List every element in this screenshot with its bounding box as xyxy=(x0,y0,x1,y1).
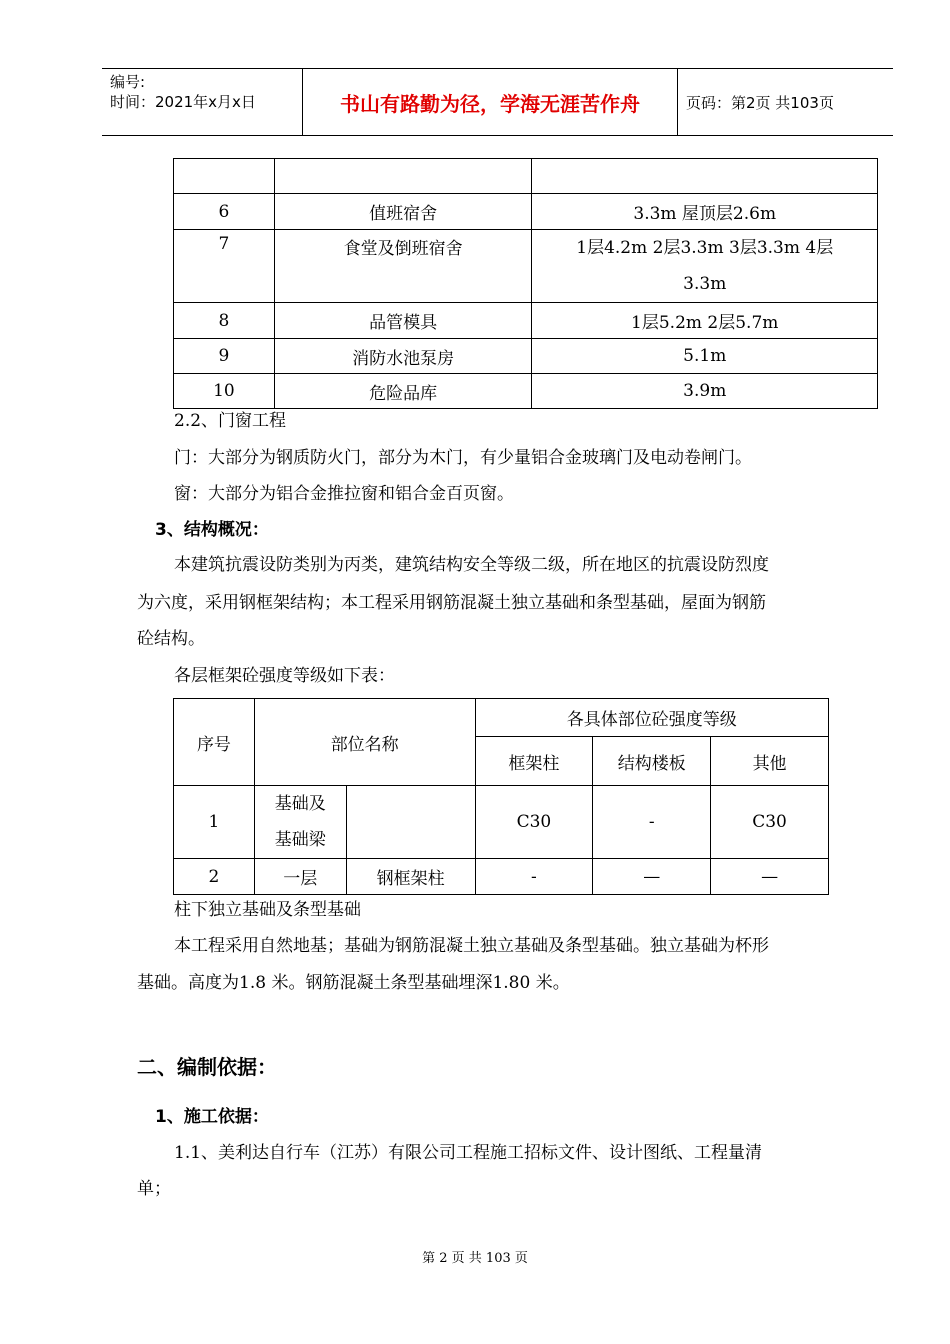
row-slab: — xyxy=(593,859,711,895)
row-height-line: 1层4.2m 2层3.3m 3层3.3m 4层 xyxy=(576,238,834,258)
paragraph: 为六度，采用钢框架结构；本工程采用钢筋混凝土独立基础和条型基础，屋面为钢筋 xyxy=(137,593,766,613)
floor-height-table xyxy=(173,158,878,409)
row-part-sub: 钢框架柱 xyxy=(346,859,475,895)
row-part xyxy=(254,786,346,859)
table-row xyxy=(174,859,829,895)
header-grade: 各具体部位砼强度等级 xyxy=(475,699,829,737)
row-name: 消防水池泵房 xyxy=(274,339,532,374)
row-height-line: 3.3m xyxy=(683,274,727,294)
row-name: 品管模具 xyxy=(274,303,532,339)
header-page-info: 页码：第2页 共103页 xyxy=(686,93,834,112)
row-height: 1层5.2m 2层5.7m xyxy=(532,303,878,339)
page-header xyxy=(102,68,893,136)
row-name: 食堂及倒班宿舍 xyxy=(274,230,532,303)
chapter-heading: 二、编制依据： xyxy=(137,1055,277,1079)
row-part-line: 基础梁 xyxy=(274,830,326,850)
row-height: 3.9m xyxy=(532,374,878,409)
row-no: 10 xyxy=(174,374,275,409)
section-heading: 3、结构概况： xyxy=(155,520,269,540)
paragraph: 1.1、美利达自行车（江苏）有限公司工程施工招标文件、设计图纸、工程量清 xyxy=(174,1143,763,1163)
table-row xyxy=(174,194,878,230)
row-column: - xyxy=(475,859,593,895)
row-column: C30 xyxy=(475,786,593,859)
row-name: 危险品库 xyxy=(274,374,532,409)
time-label: 时间：2021年x月x日 xyxy=(110,93,256,111)
page-footer: 第 2 页 共 103 页 xyxy=(422,1251,528,1266)
table-header-row xyxy=(174,699,829,737)
row-part-sub xyxy=(346,786,475,859)
row-part: 一层 xyxy=(254,859,346,895)
row-no: 7 xyxy=(174,230,275,303)
section-heading: 1、施工依据： xyxy=(155,1107,269,1127)
header-no: 序号 xyxy=(174,699,255,786)
row-name xyxy=(274,159,532,194)
row-no: 9 xyxy=(174,339,275,374)
paragraph: 基础。高度为1.8 米。钢筋混凝土条型基础埋深1.80 米。 xyxy=(137,973,570,993)
paragraph: 门：大部分为钢质防火门，部分为木门，有少量铝合金玻璃门及电动卷闸门。 xyxy=(174,448,752,468)
row-no: 1 xyxy=(174,786,255,859)
row-other: — xyxy=(711,859,829,895)
row-no xyxy=(174,159,275,194)
header-divider xyxy=(677,69,678,135)
header-other: 其他 xyxy=(711,737,829,786)
row-other: C30 xyxy=(711,786,829,859)
paragraph: 柱下独立基础及条型基础 xyxy=(174,900,361,920)
paragraph: 各层框架砼强度等级如下表： xyxy=(174,666,395,686)
table-row xyxy=(174,230,878,303)
header-meta xyxy=(110,72,256,112)
row-height xyxy=(532,230,878,303)
table-row xyxy=(174,339,878,374)
section-title: 2.2、门窗工程 xyxy=(174,411,287,431)
code-label: 编号: xyxy=(110,73,146,91)
row-height: 3.3m 屋顶层2.6m xyxy=(532,194,878,230)
row-height xyxy=(532,159,878,194)
header-part: 部位名称 xyxy=(254,699,475,786)
paragraph: 单； xyxy=(137,1179,171,1199)
row-no: 2 xyxy=(174,859,255,895)
table-row xyxy=(174,303,878,339)
row-no: 6 xyxy=(174,194,275,230)
paragraph: 窗：大部分为铝合金推拉窗和铝合金百页窗。 xyxy=(174,484,514,504)
row-part-line: 基础及 xyxy=(274,794,326,814)
header-slab: 结构楼板 xyxy=(593,737,711,786)
table-row xyxy=(174,159,878,194)
row-no: 8 xyxy=(174,303,275,339)
row-slab: - xyxy=(593,786,711,859)
paragraph: 本工程采用自然地基；基础为钢筋混凝土独立基础及条型基础。独立基础为杯形 xyxy=(174,936,769,956)
table-row xyxy=(174,786,829,859)
paragraph: 砼结构。 xyxy=(137,629,205,649)
row-name: 值班宿舍 xyxy=(274,194,532,230)
concrete-grade-table xyxy=(173,698,829,895)
paragraph: 本建筑抗震设防类别为丙类，建筑结构安全等级二级，所在地区的抗震设防烈度 xyxy=(174,555,769,575)
header-motto: 书山有路勤为径，学海无涯苦作舟 xyxy=(340,91,640,116)
row-height: 5.1m xyxy=(532,339,878,374)
header-column: 框架柱 xyxy=(475,737,593,786)
